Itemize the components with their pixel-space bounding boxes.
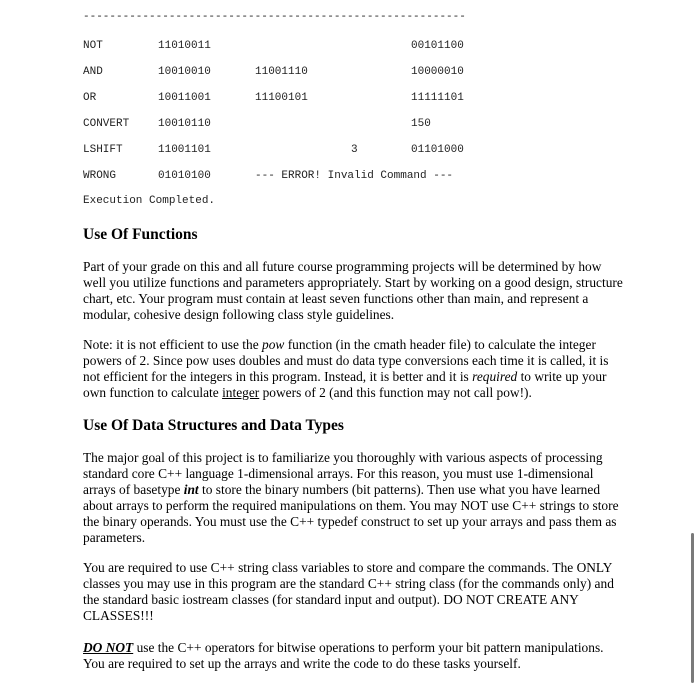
data-paragraph-2: You are required to use C++ string class variables to store and compare the commands. The ONLY classes you may use in this program are the standard C++ string class (for the commands only) and the standard basic iostream classes (for standard input and output). DO NOT CREATE ANY CLASSES!!! bbox=[83, 560, 614, 623]
do-not-emphasis: DO NOT bbox=[83, 640, 134, 655]
result: 10000010 bbox=[411, 66, 464, 78]
command-name: OR bbox=[83, 92, 97, 104]
operand-1: 11010011 bbox=[158, 40, 211, 52]
functions-paragraph-2: Note: it is not efficient to use the pow function (in the cmath header file) to calculate the integer powers of 2. Since pow uses doubles and must do data type conversions each time it is called, it is not efficient for the integers in this program. Instead, it is better and it is required to write up your own function to calculate integer powers of 2 (and this function may not call pow!). bbox=[83, 337, 609, 400]
shift-amount: 3 bbox=[351, 144, 358, 156]
operand-1: 11001101 bbox=[158, 144, 211, 156]
result: 150 bbox=[411, 118, 431, 130]
console-divider: ---------------------------------------------------------- bbox=[83, 11, 466, 23]
command-name: WRONG bbox=[83, 170, 117, 182]
command-name: NOT bbox=[83, 40, 103, 52]
int-term: int bbox=[183, 482, 199, 497]
console-row-not bbox=[83, 40, 683, 54]
result: 00101100 bbox=[411, 40, 464, 52]
command-name: AND bbox=[83, 66, 103, 78]
vertical-scrollbar[interactable] bbox=[691, 533, 694, 683]
operand-2: 11100101 bbox=[255, 92, 308, 104]
operand-1: 10010010 bbox=[158, 66, 211, 78]
section-heading-data-structures: Use Of Data Structures and Data Types bbox=[83, 417, 344, 434]
result: 11111101 bbox=[411, 92, 464, 104]
console-row-convert bbox=[83, 118, 683, 132]
data-paragraph-1: The major goal of this project is to familiarize you thoroughly with various aspects of processing standard core C++ language 1-dimensional arrays. For this reason, you must use 1-dimensional arrays of basetype int to store the binary numbers (bit patterns). Then use what you have learned about arrays to perform the required manipulations on them. You may NOT use C++ strings to store the binary operands. You must use the C++ typedef construct to set up your arrays and pass them as parameters. bbox=[83, 450, 619, 545]
functions-paragraph-1: Part of your grade on this and all future course programming projects will be determined by how well you utilize functions and parameters appropriately. Start by working on a good design, structure chart, etc. Your program must contain at least seven functions other than main, and represent a modular, cohesive design following class style guidelines. bbox=[83, 259, 623, 322]
operand-1: 10011001 bbox=[158, 92, 211, 104]
pow-term: pow bbox=[262, 337, 285, 352]
operand-2: 11001110 bbox=[255, 66, 308, 78]
command-name: CONVERT bbox=[83, 118, 130, 130]
result: 01101000 bbox=[411, 144, 464, 156]
console-row-or bbox=[83, 92, 683, 106]
error-message: --- ERROR! Invalid Command --- bbox=[255, 170, 454, 182]
console-row-wrong bbox=[83, 170, 683, 184]
execution-completed: Execution Completed. bbox=[83, 195, 216, 207]
integer-term: integer bbox=[222, 385, 260, 400]
operand-1: 01010100 bbox=[158, 170, 211, 182]
section-heading-functions: Use Of Functions bbox=[83, 226, 198, 243]
console-row-and bbox=[83, 66, 683, 80]
operand-1: 10010110 bbox=[158, 118, 211, 130]
command-name: LSHIFT bbox=[83, 144, 123, 156]
data-paragraph-3: DO NOT use the C++ operators for bitwise operations to perform your bit pattern manipulations. You are required to set up the arrays and write the code to do these tasks yourself. bbox=[83, 640, 604, 671]
console-row-lshift bbox=[83, 144, 683, 158]
required-term: required bbox=[472, 369, 518, 384]
